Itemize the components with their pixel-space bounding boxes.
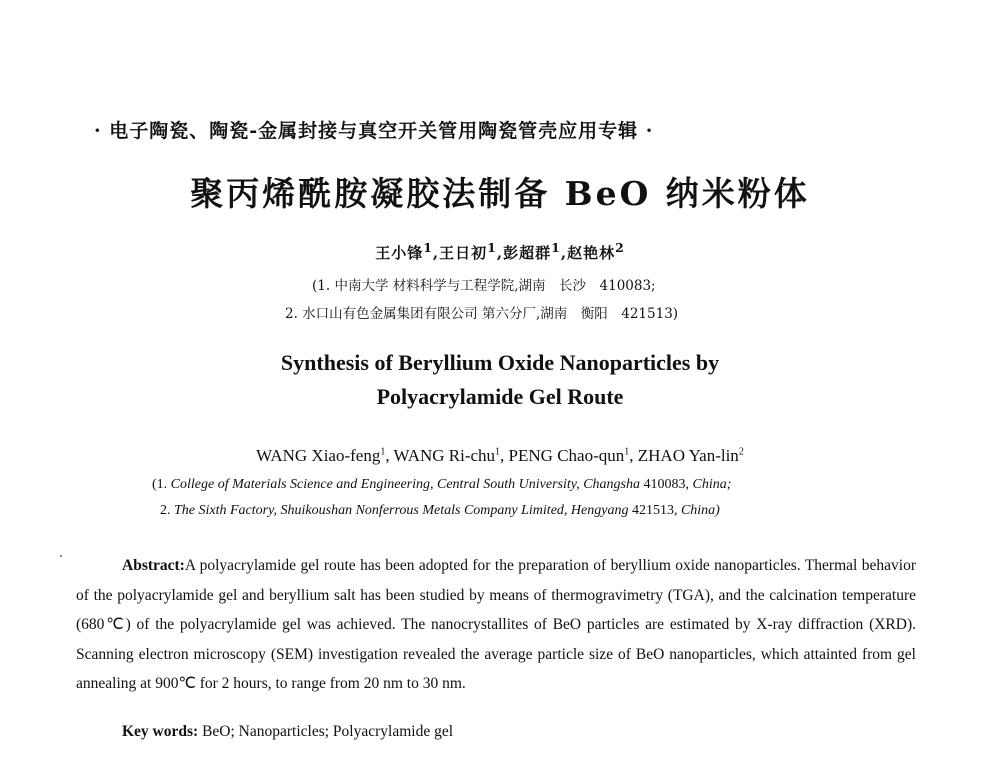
postal-code: 410083,	[643, 477, 689, 492]
author-en: PENG Chao-qun	[508, 446, 625, 465]
author-en: WANG Xiao-feng	[256, 446, 381, 465]
author-en-sup: 1	[380, 446, 386, 458]
postal-code: 421513,	[631, 503, 678, 518]
author-en-sup: 2	[738, 446, 744, 458]
english-title-line-2: Polyacrylamide Gel Route	[376, 384, 624, 409]
abstract-label: Abstract:	[122, 557, 185, 574]
english-affiliation-1	[152, 477, 731, 493]
author-cn: 彭超群	[503, 244, 552, 262]
country: China)	[680, 503, 720, 518]
chinese-title: 聚丙烯酰胺凝胶法制备 BeO 纳米粉体	[190, 174, 810, 213]
author-en: WANG Ri-chu	[393, 446, 496, 465]
author-cn: 赵艳林	[567, 244, 616, 262]
chinese-affiliation-2: 2. 水口山有色金属集团有限公司 第六分厂,湖南 衡阳 421513)	[285, 306, 679, 322]
abstract	[76, 551, 916, 699]
keywords	[122, 723, 453, 741]
english-title	[0, 346, 1000, 414]
chinese-authors: 王小锋$^1$,王日初$^1$,彭超群$^1$,赵艳林$^2$	[375, 240, 625, 262]
abstract-paragraph	[76, 551, 916, 699]
author-cn-sup: 1	[551, 240, 561, 255]
english-authors: WANG Xiao-feng$^1$, WANG Ri-chu$^1$, PENG Chao-qun$^1$, ZHAO Yan-lin$^2$	[256, 446, 744, 465]
author-cn: 王小锋	[375, 244, 424, 262]
abstract-text: A polyacrylamide gel route has been adopted for the preparation of beryllium oxide nanoparticles. Thermal behavior of the polyacrylamide gel and beryllium salt has been studied by means of thermogravimetry (TGA), and the calcination temperature (680℃) of the polyacrylamide gel was achieved. The nanocrystallites of BeO particles are estimated by X-ray diffraction (XRD). Scanning electron microscopy (SEM) investigation revealed the average particle size of BeO nanoparticles, which attainted from gel annealing at 900℃ for 2 hours, to range from 20 nm to 30 nm.	[76, 557, 916, 692]
country: China;	[692, 477, 732, 492]
chinese-affiliation-1: (1. 中南大学 材料科学与工程学院,湖南 长沙 410083;	[312, 278, 656, 294]
affiliation-number: 2.	[160, 503, 171, 518]
affiliation-text: The Sixth Factory, Shuikoushan Nonferrous Metals Company Limited, Hengyang	[174, 503, 629, 518]
affiliation-text: College of Materials Science and Engineering, Central South University, Changsha	[170, 477, 640, 492]
author-en: ZHAO Yan-lin	[637, 446, 739, 465]
special-issue-header: · 电子陶瓷、陶瓷-金属封接与真空开关管用陶瓷管壳应用专辑 ·	[94, 120, 654, 142]
keywords-text: BeO; Nanoparticles; Polyacrylamide gel	[198, 723, 454, 740]
keywords-label: Key words:	[122, 723, 199, 740]
author-cn-sup: 1	[487, 240, 497, 255]
author-cn-sup: 2	[615, 240, 625, 255]
author-cn-sup: 1	[423, 240, 433, 255]
author-en-sup: 1	[624, 446, 630, 458]
author-en-sup: 1	[495, 446, 501, 458]
margin-mark	[60, 555, 62, 557]
english-affiliation-2	[160, 503, 720, 519]
author-cn: 王日初	[439, 244, 488, 262]
affiliation-number: (1.	[152, 477, 168, 492]
english-title-line-1: Synthesis of Beryllium Oxide Nanoparticles by	[280, 350, 720, 375]
